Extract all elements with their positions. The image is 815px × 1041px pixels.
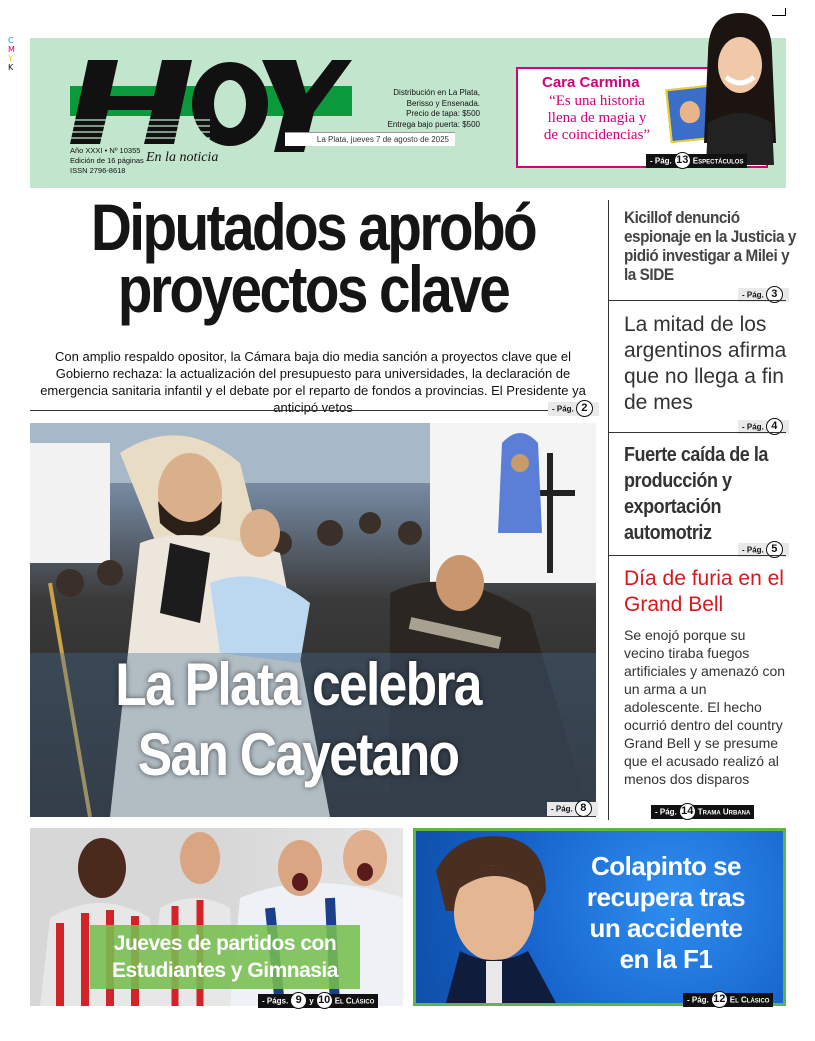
price-line: Entrega bajo puerta: $500 [387, 119, 480, 129]
price-line: Precio de tapa: $500 [406, 109, 480, 118]
caption-line: Estudiantes y Gimnasia [112, 959, 338, 982]
distribution-line: Distribución en La Plata, [393, 88, 480, 97]
promo-quote-line: “Es una historia [549, 93, 645, 109]
edition-year-number: Año XXXI • Nº 10355 [70, 146, 141, 155]
promo-person-photo [698, 13, 782, 165]
main-headline-line: proyectos clave [117, 252, 509, 326]
page-ref-conj: y [309, 996, 314, 1006]
distribution-info [330, 88, 480, 130]
football-photo[interactable] [30, 828, 403, 1006]
photo-headline-line: La Plata celebra [115, 651, 481, 718]
main-headline-line: Diputados aprobó [90, 190, 536, 264]
masthead-tagline: En la noticia [146, 150, 219, 165]
promo-page-ref[interactable] [646, 154, 747, 168]
section-label: El Clásico [334, 996, 375, 1006]
promo-quote-line: llena de magia y [547, 110, 647, 126]
divider [608, 555, 786, 556]
headline-line: un accidente [589, 913, 743, 943]
page-ref-prefix: - Pág. [552, 404, 574, 414]
main-page-ref[interactable] [548, 402, 599, 416]
page-ref-prefix: - Pág. [742, 545, 764, 555]
page-ref-prefix: - Pág. [655, 807, 677, 817]
story-grand-bell[interactable] [624, 566, 788, 788]
page-number-badge: 2 [576, 400, 593, 417]
page-ref-prefix: - Pág. [742, 290, 764, 300]
caption-line: Jueves de partidos con [113, 932, 337, 955]
page-number-badge: 10 [316, 992, 333, 1009]
page-number-badge: 9 [290, 992, 307, 1009]
dateline: La Plata, jueves 7 de agosto de 2025 [285, 132, 455, 146]
edition-info [70, 146, 150, 176]
photo-headline[interactable] [42, 650, 555, 790]
photo-headline-line: San Cayetano [137, 721, 459, 788]
page-number-badge: 12 [711, 991, 728, 1008]
cmyk-y: Y [8, 54, 13, 63]
divider [30, 410, 550, 411]
main-lede: Con amplio respaldo opositor, la Cámara baja dio media sanción a proyectos clave que el Gobierno rechaza: la actualización del presupuesto para universidades, la declaración de emergencia sanitaria infantil y el debate por el reparto de fondos a provincias. El Presidente ya anticipó vetos [40, 349, 586, 415]
divider [608, 300, 786, 301]
page-ref-prefix: - Pág. [687, 995, 709, 1005]
photo-page-ref[interactable] [547, 802, 598, 816]
section-label: Trama Urbana [697, 807, 751, 817]
column-divider [608, 300, 609, 820]
main-headline[interactable] [70, 190, 557, 326]
colapinto-page-ref[interactable] [683, 993, 773, 1007]
story-headline: Kicillof denunció espionaje en la Justicia y pidió investigar a Milei y la SIDE [624, 208, 796, 284]
story-fin-de-mes[interactable] [624, 312, 788, 416]
headline-line: en la F1 [619, 944, 713, 974]
divider [608, 432, 786, 433]
promo-quote [532, 93, 662, 144]
page-number-badge: 5 [766, 541, 783, 558]
headline-line: recupera tras [586, 882, 746, 912]
colapinto-headline [566, 851, 766, 975]
story-body: Se enojó porque su vecino tiraba fuegos artificiales y amenazó con un arma a un adolescente. El hecho ocurrió dentro del country Grand Bell y se presume que el acusado realizó al menos dos disparos [624, 627, 786, 787]
promo-quote-line: de coincidencias” [543, 127, 651, 143]
section-label: Espectáculos [692, 156, 744, 166]
column-divider [608, 200, 609, 300]
page-number-badge: 8 [575, 800, 592, 817]
story-kicillof[interactable] [624, 208, 796, 284]
page-ref-prefix: - Págs. [262, 996, 289, 1006]
story-headline: La mitad de los argentinos afirma que no llega a fin de mes [624, 313, 787, 414]
edition-issn: ISSN 2796-8618 [70, 166, 126, 175]
football-page-ref[interactable] [258, 994, 378, 1008]
cmyk-registration-marks [8, 36, 18, 72]
page-number-badge: 13 [674, 152, 691, 169]
page-ref-prefix: - Pág. [551, 804, 573, 814]
edition-pages: Edición de 16 páginas [70, 156, 144, 165]
distribution-line: Berisso y Ensenada. [406, 98, 480, 108]
story-automotriz[interactable] [624, 442, 786, 546]
cmyk-m: M [8, 45, 15, 54]
page-ref-prefix: - Pág. [650, 156, 672, 166]
page-number-badge: 3 [766, 286, 783, 303]
cmyk-k: K [8, 63, 14, 72]
story-page-ref[interactable] [651, 805, 754, 819]
page-number-badge: 4 [766, 418, 783, 435]
promo-box-cara-carmina[interactable] [516, 67, 768, 168]
story-headline: Fuerte caída de la producción y exportación automotriz [624, 444, 768, 544]
promo-title: Cara Carmina [542, 74, 640, 91]
cmyk-c: C [8, 36, 14, 45]
section-label: El Clásico [729, 995, 770, 1005]
football-caption [90, 925, 360, 989]
headline-line: Colapinto se [590, 851, 741, 881]
story-headline: Día de furia en el Grand Bell [624, 567, 784, 616]
page-number-badge: 14 [679, 803, 696, 820]
colapinto-photo[interactable] [413, 828, 786, 1006]
page-ref-prefix: - Pág. [742, 422, 764, 432]
